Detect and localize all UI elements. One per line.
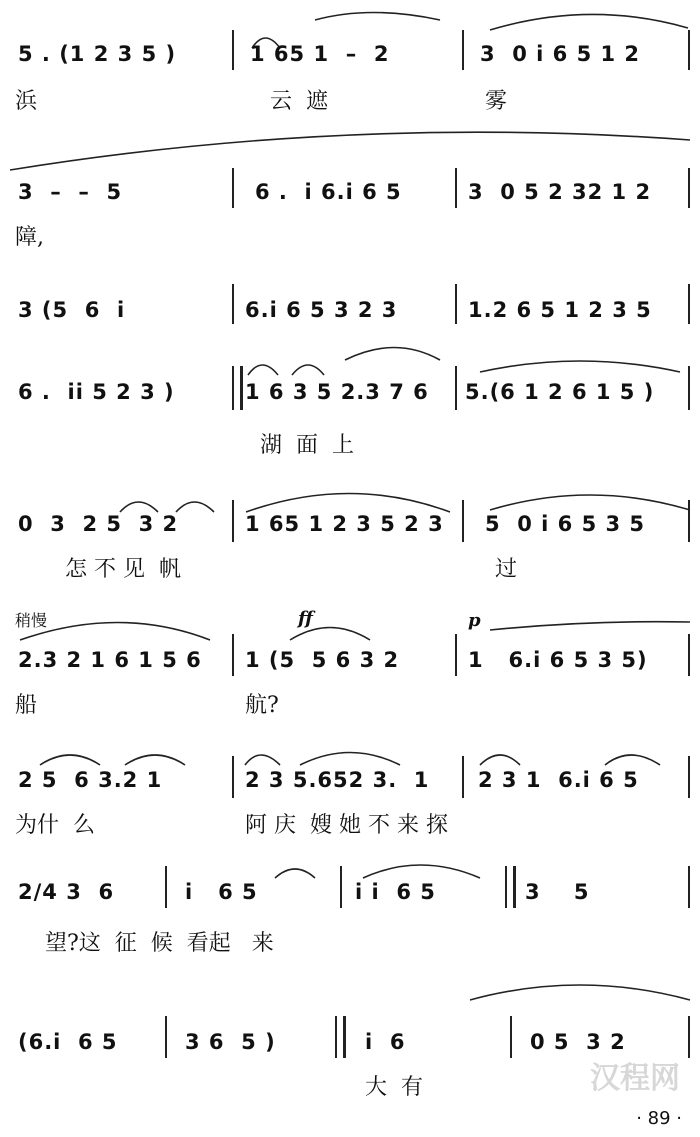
lyric-1-3: 雾 — [485, 89, 508, 114]
barline — [462, 500, 464, 542]
barline — [688, 500, 690, 542]
measure-9-3: i 6 — [365, 1030, 406, 1054]
barline — [232, 756, 234, 798]
measure-7-3: 2 3 1 6.i 6 5 — [478, 768, 639, 792]
measure-5-3: 5 0 i 6 5 3 5 — [485, 512, 646, 536]
barline — [688, 30, 690, 70]
barline — [688, 366, 690, 410]
measure-2-2: 6 . i 6.i 6 5 — [255, 180, 402, 204]
measure-7-2: 2 3 5.652 3. 1 — [245, 768, 430, 792]
measure-4-3: 5.(6 1 2 6 1 5 ) — [465, 380, 655, 404]
barline — [688, 866, 690, 908]
measure-9-2: 3 6 5 ) — [185, 1030, 276, 1054]
lyric-6-2: 航? — [245, 693, 279, 718]
measure-2-3: 3 0 5 2 32 1 2 — [468, 180, 652, 204]
measure-9-1: (6.i 6 5 — [18, 1030, 118, 1054]
watermark-logo: 汉程网 — [590, 1061, 680, 1096]
double-barline — [335, 1016, 346, 1058]
measure-8-3: i i 6 5 — [355, 880, 436, 904]
page-number: · 89 · — [636, 1108, 682, 1129]
barline — [232, 500, 234, 542]
measure-1-2: 1 65 1 – 2 — [250, 42, 390, 66]
tempo-marking: 稍慢 — [15, 611, 48, 630]
barline — [340, 866, 342, 908]
barline — [688, 168, 690, 208]
barline — [688, 634, 690, 676]
double-barline — [505, 866, 516, 908]
measure-3-1: 3 (5 6 i — [18, 298, 126, 322]
measure-8-4: 3 5 — [525, 880, 590, 904]
barline — [455, 284, 457, 324]
barline — [510, 1016, 512, 1058]
measure-6-2: 1 (5 5 6 3 2 — [245, 648, 400, 672]
lyric-9-1: 大 有 — [365, 1075, 423, 1100]
barline — [165, 1016, 167, 1058]
barline — [688, 1016, 690, 1058]
barline — [455, 168, 457, 208]
barline — [165, 866, 167, 908]
measure-5-1: 0 3 2 5 3 2 — [18, 512, 179, 536]
measure-3-2: 6.i 6 5 3 2 3 — [245, 298, 398, 322]
barline — [462, 30, 464, 70]
measure-8-2: i 6 5 — [185, 880, 258, 904]
barline — [232, 284, 234, 324]
measure-3-3: 1.2 6 5 1 2 3 5 — [468, 298, 652, 322]
barline — [232, 168, 234, 208]
lyric-5-2: 过 — [495, 557, 518, 582]
barline — [688, 756, 690, 798]
measure-4-1: 6 . ii 5 2 3 ) — [18, 380, 175, 404]
lyric-1-2: 云 遮 — [270, 89, 328, 114]
measure-5-2: 1 65 1 2 3 5 2 3 — [245, 512, 444, 536]
measure-8-1: 2/4 3 6 — [18, 880, 115, 904]
measure-7-1: 2 5 6 3.2 1 — [18, 768, 163, 792]
measure-1-3: 3 0 i 6 5 1 2 — [480, 42, 641, 66]
dynamic-p: p — [468, 610, 481, 631]
double-barline — [232, 366, 243, 410]
barline — [455, 634, 457, 676]
lyric-7-2: 阿 庆 嫂 她 不 来 探 — [245, 813, 448, 838]
dynamic-ff: ff — [298, 608, 313, 629]
barline — [462, 756, 464, 798]
measure-4-2: 1 6 3 5 2.3 7 6 — [245, 380, 429, 404]
barline — [232, 30, 234, 70]
measure-1-1: 5 . (1 2 3 5 ) — [18, 42, 177, 66]
lyric-2-1: 障, — [15, 225, 44, 250]
measure-6-1: 2.3 2 1 6 1 5 6 — [18, 648, 202, 672]
lyric-6-1: 船 — [15, 693, 38, 718]
measure-9-4: 0 5 3 2 — [530, 1030, 626, 1054]
lyric-7-1: 为什 么 — [15, 813, 95, 838]
lyric-4-1: 湖 面 上 — [260, 433, 354, 458]
measure-6-3: 1 6.i 6 5 3 5) — [468, 648, 648, 672]
barline — [688, 284, 690, 324]
lyric-5-1: 怎 不 见 帆 — [65, 557, 181, 582]
lyric-8-1: 望?这 征 候 看起 来 — [45, 931, 274, 956]
barline — [455, 366, 457, 410]
lyric-1-1: 浜 — [15, 89, 38, 114]
barline — [232, 634, 234, 676]
measure-2-1: 3 – – 5 — [18, 180, 123, 204]
